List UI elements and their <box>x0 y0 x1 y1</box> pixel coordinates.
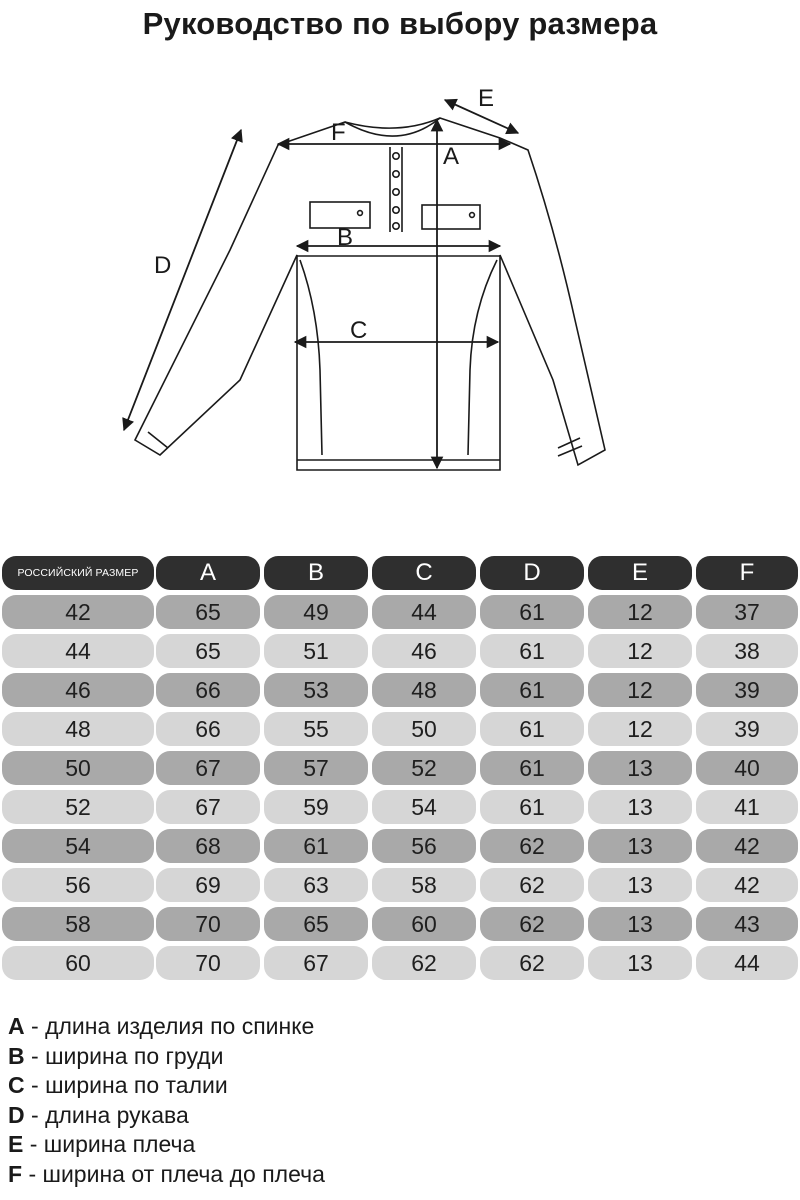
cell-d: 61 <box>480 595 584 629</box>
cell-a: 68 <box>156 829 260 863</box>
cell-a: 70 <box>156 907 260 941</box>
cell-b: 63 <box>264 868 368 902</box>
cell-e: 12 <box>588 712 692 746</box>
cell-a: 66 <box>156 673 260 707</box>
cell-b: 61 <box>264 829 368 863</box>
legend-key: F <box>8 1160 23 1187</box>
legend-item <box>8 1012 788 1042</box>
cell-d: 62 <box>480 829 584 863</box>
cell-f: 42 <box>696 829 798 863</box>
label-d: D <box>154 252 172 279</box>
cell-c: 58 <box>372 868 476 902</box>
cell-c: 44 <box>372 595 476 629</box>
table-row <box>0 868 800 902</box>
legend-item <box>8 1130 788 1160</box>
page-title: Руководство по выбору размера <box>142 6 658 41</box>
shirt-outline <box>135 118 605 470</box>
table-header-row <box>0 556 800 590</box>
cell-size: 56 <box>2 868 154 902</box>
legend-text: - ширина по талии <box>24 1072 228 1099</box>
cell-e: 13 <box>588 907 692 941</box>
cell-b: 57 <box>264 751 368 785</box>
cell-c: 60 <box>372 907 476 941</box>
table-row <box>0 907 800 941</box>
cell-b: 51 <box>264 634 368 668</box>
label-f: F <box>331 119 346 146</box>
cell-a: 67 <box>156 751 260 785</box>
cell-f: 39 <box>696 712 798 746</box>
cell-size: 50 <box>2 751 154 785</box>
cell-size: 44 <box>2 634 154 668</box>
cell-f: 42 <box>696 868 798 902</box>
cell-size: 60 <box>2 946 154 980</box>
legend-key: E <box>8 1131 24 1158</box>
cell-f: 37 <box>696 595 798 629</box>
cell-d: 61 <box>480 751 584 785</box>
cell-e: 12 <box>588 634 692 668</box>
cell-b: 59 <box>264 790 368 824</box>
label-b: B <box>337 224 354 251</box>
legend-text: - длина рукава <box>24 1101 189 1128</box>
legend-text: - ширина по груди <box>24 1042 224 1069</box>
cell-size: 48 <box>2 712 154 746</box>
header-b: B <box>264 556 368 590</box>
cell-b: 67 <box>264 946 368 980</box>
cell-c: 50 <box>372 712 476 746</box>
cell-a: 66 <box>156 712 260 746</box>
legend-text: - ширина от плеча до плеча <box>22 1160 325 1187</box>
legend-text: - длина изделия по спинке <box>24 1013 315 1039</box>
header-russian-size: РОССИЙСКИЙ РАЗМЕР <box>2 556 154 590</box>
cell-f: 40 <box>696 751 798 785</box>
table-row <box>0 790 800 824</box>
legend-item <box>8 1042 788 1072</box>
cell-d: 61 <box>480 634 584 668</box>
legend <box>8 1012 788 1190</box>
cell-b: 65 <box>264 907 368 941</box>
cell-d: 61 <box>480 790 584 824</box>
cell-f: 44 <box>696 946 798 980</box>
cell-c: 54 <box>372 790 476 824</box>
cell-d: 62 <box>480 868 584 902</box>
legend-key: D <box>8 1101 25 1128</box>
cell-size: 54 <box>2 829 154 863</box>
header-e: E <box>588 556 692 590</box>
cell-e: 13 <box>588 790 692 824</box>
cell-a: 70 <box>156 946 260 980</box>
header-f: F <box>696 556 798 590</box>
cell-f: 43 <box>696 907 798 941</box>
cell-e: 13 <box>588 829 692 863</box>
cell-f: 39 <box>696 673 798 707</box>
label-a: A <box>443 143 460 170</box>
cell-c: 48 <box>372 673 476 707</box>
cell-e: 13 <box>588 868 692 902</box>
header-d: D <box>480 556 584 590</box>
cell-b: 49 <box>264 595 368 629</box>
table-row <box>0 634 800 668</box>
label-c: C <box>350 317 368 344</box>
table-row <box>0 829 800 863</box>
table-row <box>0 712 800 746</box>
legend-text: - ширина плеча <box>23 1131 196 1158</box>
cell-size: 52 <box>2 790 154 824</box>
cell-size: 46 <box>2 673 154 707</box>
cell-c: 56 <box>372 829 476 863</box>
arrow-d <box>124 130 241 430</box>
table-row <box>0 673 800 707</box>
table-row <box>0 946 800 980</box>
cell-b: 53 <box>264 673 368 707</box>
legend-item <box>8 1071 788 1101</box>
shirt-diagram <box>0 70 800 490</box>
header-c: C <box>372 556 476 590</box>
cell-d: 61 <box>480 673 584 707</box>
cell-c: 52 <box>372 751 476 785</box>
cell-f: 38 <box>696 634 798 668</box>
cell-a: 65 <box>156 595 260 629</box>
header-a: A <box>156 556 260 590</box>
cell-e: 13 <box>588 946 692 980</box>
cell-e: 12 <box>588 673 692 707</box>
table-row <box>0 595 800 629</box>
legend-item <box>8 1160 788 1190</box>
cell-size: 58 <box>2 907 154 941</box>
legend-key: C <box>8 1072 25 1099</box>
legend-key: A <box>8 1013 25 1039</box>
cell-a: 69 <box>156 868 260 902</box>
cell-e: 13 <box>588 751 692 785</box>
cell-size: 42 <box>2 595 154 629</box>
cell-c: 62 <box>372 946 476 980</box>
cell-d: 62 <box>480 907 584 941</box>
cell-c: 46 <box>372 634 476 668</box>
cell-f: 41 <box>696 790 798 824</box>
table-row <box>0 751 800 785</box>
cell-d: 61 <box>480 712 584 746</box>
legend-key: B <box>8 1042 25 1069</box>
cell-a: 65 <box>156 634 260 668</box>
cell-b: 55 <box>264 712 368 746</box>
cell-e: 12 <box>588 595 692 629</box>
label-e: E <box>478 85 495 112</box>
cell-a: 67 <box>156 790 260 824</box>
cell-d: 62 <box>480 946 584 980</box>
legend-item <box>8 1101 788 1131</box>
